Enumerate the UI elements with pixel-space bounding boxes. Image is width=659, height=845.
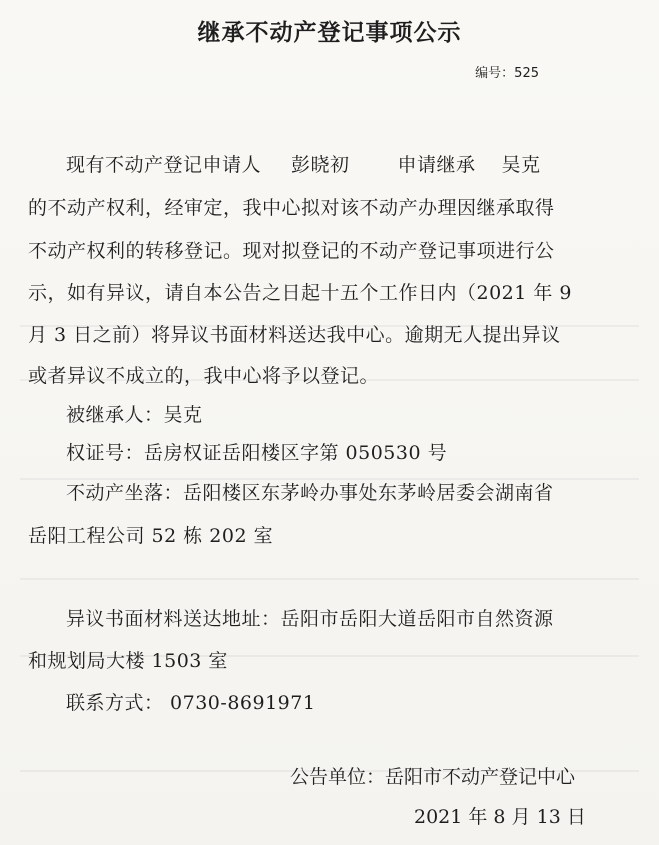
heir-line: 被继承人：吴克 [66, 404, 203, 426]
certificate-line: 权证号：岳房权证岳阳楼区字第 050530 号 [66, 442, 448, 464]
address-line-1: 异议书面材料送达地址：岳阳市岳阳大道岳阳市自然资源 [66, 608, 554, 630]
issuer-line: 公告单位：岳阳市不动产登记中心 [290, 766, 576, 788]
issue-date: 2021 年 8 月 13 日 [414, 806, 586, 828]
body-line-2: 的不动产权利，经审定，我中心拟对该不动产办理因继承取得 [28, 197, 555, 219]
location-line-2: 岳阳工程公司 52 栋 202 室 [28, 525, 274, 547]
body-line-4: 示，如有异议，请自本公告之日起十五个工作日内（2021 年 9 [28, 282, 573, 304]
body-line-6: 或者异议不成立的，我中心将予以登记。 [28, 365, 380, 387]
body-line-1-middle: 申请继承 [397, 154, 476, 176]
body-line-5: 月 3 日之前）将异议书面材料送达我中心。逾期无人提出异议 [28, 324, 561, 346]
body-line-3: 不动产权利的转移登记。现对拟登记的不动产登记事项进行公 [28, 240, 555, 262]
contact-line: 联系方式： 0730-8691971 [66, 692, 316, 714]
bleed-through-line [20, 578, 639, 580]
decedent-name: 吴克 [501, 154, 541, 176]
address-line-2: 和规划局大楼 1503 室 [28, 650, 228, 672]
applicant-name: 彭晓初 [291, 154, 350, 176]
document-number: 编号：525 [475, 66, 539, 81]
document-title: 继承不动产登记事项公示 [197, 20, 462, 46]
body-line-1 [66, 150, 541, 177]
body-line-1-prefix: 现有不动产登记申请人 [66, 154, 262, 176]
location-line-1: 不动产坐落：岳阳楼区东茅岭办事处东茅岭居委会湖南省 [66, 482, 554, 504]
